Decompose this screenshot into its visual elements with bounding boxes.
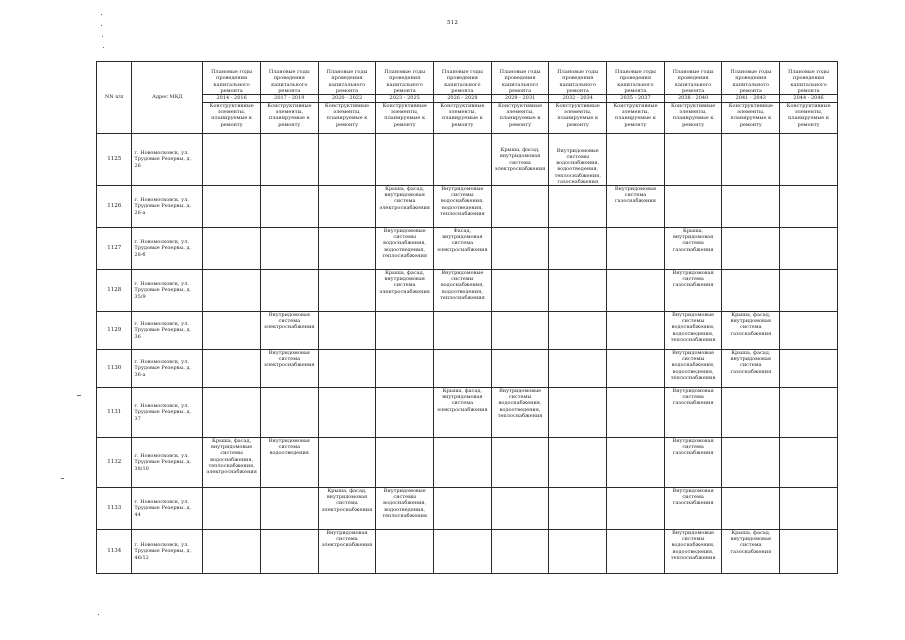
repair-cell — [434, 312, 492, 350]
period-subtitle: Конструктивные элементы, планируемые к ремонту — [434, 103, 492, 134]
repair-cell — [491, 270, 549, 312]
repair-cell — [780, 134, 838, 186]
repair-cell — [549, 488, 607, 530]
repair-cell: Внутридомовая система электроснабжения — [260, 312, 318, 350]
repair-cell — [318, 186, 376, 228]
repair-cell — [491, 350, 549, 388]
repair-cell — [780, 228, 838, 270]
repair-cell — [722, 438, 780, 488]
repair-cell — [780, 350, 838, 388]
repair-cell — [664, 186, 722, 228]
period-subtitle: Конструктивные элементы, планируемые к ремонту — [318, 103, 376, 134]
period-title: Плановые годы проведения капитального ремонта — [664, 62, 722, 95]
repair-cell — [434, 488, 492, 530]
repair-cell: Внутридомовые системы водоснабжения, водоотведения, теплоснабжения — [664, 312, 722, 350]
repair-cell — [318, 350, 376, 388]
scan-speck — [102, 36, 103, 37]
repair-cell — [203, 488, 261, 530]
repair-cell — [607, 350, 665, 388]
period-title: Плановые годы проведения капитального ремонта — [780, 62, 838, 95]
address-cell: г. Новомосковск, ул. Трудовые Резервы, д. 46/12 — [132, 530, 203, 574]
row-number: 1130 — [97, 350, 132, 388]
repair-cell: Внутридомовая система газоснабжения — [664, 488, 722, 530]
repair-cell: Внутридомовые системы водоснабжения, водоотведения, теплоснабжения — [664, 530, 722, 574]
column-header-nn: NN п/п — [97, 62, 132, 134]
table-row — [97, 438, 838, 488]
scan-speck — [101, 14, 102, 15]
period-subtitle: Конструктивные элементы, планируемые к ремонту — [549, 103, 607, 134]
period-years: 2038 - 2040 — [664, 95, 722, 103]
table-header — [97, 62, 838, 134]
repair-cell — [318, 134, 376, 186]
capital-repair-table — [96, 61, 838, 574]
repair-cell — [491, 488, 549, 530]
repair-cell — [607, 312, 665, 350]
repair-cell — [780, 388, 838, 438]
repair-cell: Внутридомовые системы водоснабжения, водоотведения, теплоснабжения — [664, 350, 722, 388]
repair-cell — [607, 228, 665, 270]
table-row — [97, 228, 838, 270]
repair-cell — [376, 530, 434, 574]
repair-cell: Крыша, фасад, внутридомовая система газоснабжения — [722, 312, 780, 350]
repair-cell — [491, 186, 549, 228]
repair-cell — [549, 228, 607, 270]
repair-cell — [780, 438, 838, 488]
repair-cell — [607, 438, 665, 488]
repair-cell — [434, 530, 492, 574]
row-number: 1129 — [97, 312, 132, 350]
table-row — [97, 530, 838, 574]
row-number: 1133 — [97, 488, 132, 530]
table-row — [97, 350, 838, 388]
period-subtitle: Конструктивные элементы, планируемые к ремонту — [491, 103, 549, 134]
repair-cell — [260, 270, 318, 312]
repair-cell — [607, 488, 665, 530]
repair-cell — [722, 270, 780, 312]
scan-speck — [77, 395, 81, 396]
repair-cell: Внутридомовые системы водоснабжения, водоотведения, теплоснабжения — [491, 388, 549, 438]
repair-cell — [722, 488, 780, 530]
repair-cell — [203, 530, 261, 574]
repair-cell: Внутридомовая система электроснабжения — [318, 530, 376, 574]
repair-cell: Крыша, фасад, внутридомовая система электроснабжения — [434, 388, 492, 438]
repair-cell — [607, 270, 665, 312]
repair-cell — [203, 388, 261, 438]
page-number: 512 — [446, 20, 459, 26]
repair-cell — [376, 388, 434, 438]
repair-cell: Крыша, фасад, внутридомовая система электроснабжения — [318, 488, 376, 530]
header-row-years — [97, 95, 838, 103]
period-years: 2023 - 2025 — [376, 95, 434, 103]
repair-cell — [780, 488, 838, 530]
column-header-address: Адрес МКД — [132, 62, 203, 134]
period-years: 2026 - 2028 — [434, 95, 492, 103]
repair-cell — [376, 350, 434, 388]
repair-cell — [549, 186, 607, 228]
repair-cell — [607, 134, 665, 186]
repair-cell — [318, 312, 376, 350]
repair-cell: Внутридомовая система газоснабжения — [664, 270, 722, 312]
repair-cell — [318, 228, 376, 270]
repair-cell — [203, 186, 261, 228]
repair-cell — [260, 186, 318, 228]
repair-cell: Крыша, фасад, внутридомовая система газоснабжения — [722, 530, 780, 574]
repair-cell — [549, 270, 607, 312]
repair-cell: Внутридомовая система электроснабжения — [260, 350, 318, 388]
repair-cell: Крыша, фасад, внутридомовая система электроснабжения — [491, 134, 549, 186]
scan-speck — [101, 25, 102, 26]
period-subtitle: Конструктивные элементы, планируемые к ремонту — [260, 103, 318, 134]
repair-cell: Внутридомовые системы водоснабжения, водоотведения, теплоснабжения — [376, 228, 434, 270]
period-title: Плановые годы проведения капитального ремонта — [722, 62, 780, 95]
repair-cell: Крыша, внутридомовая система газоснабжения — [664, 228, 722, 270]
repair-cell — [491, 438, 549, 488]
repair-cell: Внутридомовая система газоснабжения — [664, 438, 722, 488]
table-row — [97, 488, 838, 530]
repair-cell — [549, 350, 607, 388]
row-number: 1128 — [97, 270, 132, 312]
repair-cell — [607, 388, 665, 438]
table-row — [97, 388, 838, 438]
address-cell: г. Новомосковск, ул. Трудовые Резервы, д. 38/10 — [132, 438, 203, 488]
address-cell: г. Новомосковск, ул. Трудовые Резервы, д. 36 — [132, 312, 203, 350]
table-row — [97, 134, 838, 186]
period-title: Плановые годы проведения капитального ремонта — [434, 62, 492, 95]
row-number: 1131 — [97, 388, 132, 438]
repair-cell — [260, 530, 318, 574]
repair-cell — [434, 350, 492, 388]
table-row — [97, 270, 838, 312]
repair-cell: Крыша, фасад, внутридомовая система газоснабжения — [722, 350, 780, 388]
row-number: 1127 — [97, 228, 132, 270]
period-years: 2041 - 2043 — [722, 95, 780, 103]
address-cell: г. Новомосковск, ул. Трудовые Резервы, д. 37 — [132, 388, 203, 438]
repair-cell — [722, 134, 780, 186]
period-years: 2032 - 2034 — [549, 95, 607, 103]
period-subtitle: Конструктивные элементы, планируемые к ремонту — [376, 103, 434, 134]
repair-cell — [260, 228, 318, 270]
repair-cell — [203, 228, 261, 270]
repair-cell: Крыша, фасад, внутридомовая система электроснабжения — [376, 270, 434, 312]
period-subtitle: Конструктивные элементы, планируемые к ремонту — [203, 103, 261, 134]
repair-cell — [491, 530, 549, 574]
repair-cell — [491, 228, 549, 270]
period-years: 2029 - 2031 — [491, 95, 549, 103]
scan-speck — [98, 614, 99, 615]
table-row — [97, 312, 838, 350]
repair-cell — [664, 134, 722, 186]
repair-cell — [203, 134, 261, 186]
repair-cell — [549, 312, 607, 350]
address-cell: г. Новомосковск, ул. Трудовые Резервы, д. 26 — [132, 134, 203, 186]
period-subtitle: Конструктивные элементы, планируемые к ремонту — [607, 103, 665, 134]
repair-cell: Внутридомовая система газоснабжения — [664, 388, 722, 438]
repair-cell — [318, 270, 376, 312]
row-number: 1132 — [97, 438, 132, 488]
address-cell: г. Новомосковск, ул. Трудовые Резервы, д. 26-а — [132, 186, 203, 228]
repair-cell: Фасад, внутридомовая система электроснабжения — [434, 228, 492, 270]
repair-cell — [549, 530, 607, 574]
period-subtitle: Конструктивные элементы, планируемые к ремонту — [780, 103, 838, 134]
period-years: 2017 - 2019 — [260, 95, 318, 103]
period-title: Плановые годы проведения капитального ремонта — [491, 62, 549, 95]
repair-cell — [203, 270, 261, 312]
repair-cell — [780, 186, 838, 228]
repair-cell — [434, 134, 492, 186]
period-years: 2044 - 2046 — [780, 95, 838, 103]
repair-cell — [780, 270, 838, 312]
repair-cell — [376, 312, 434, 350]
repair-cell — [722, 388, 780, 438]
repair-cell — [607, 530, 665, 574]
repair-cell — [376, 134, 434, 186]
repair-cell — [722, 186, 780, 228]
period-years: 2014 - 2016 — [203, 95, 261, 103]
period-years: 2035 - 2037 — [607, 95, 665, 103]
repair-cell — [549, 388, 607, 438]
repair-cell: Крыша, фасад, внутридомовые системы водоснабжения, теплоснабжения, электроснабжения — [203, 438, 261, 488]
header-row-titles — [97, 62, 838, 95]
repair-cell — [434, 438, 492, 488]
repair-cell — [260, 388, 318, 438]
period-title: Плановые годы проведения капитального ремонта — [318, 62, 376, 95]
table-row — [97, 186, 838, 228]
repair-cell — [318, 438, 376, 488]
repair-cell — [376, 438, 434, 488]
period-subtitle: Конструктивные элементы, планируемые к ремонту — [664, 103, 722, 134]
period-title: Плановые годы проведения капитального ремонта — [203, 62, 261, 95]
period-title: Плановые годы проведения капитального ремонта — [549, 62, 607, 95]
table-body — [97, 134, 838, 574]
repair-cell — [260, 134, 318, 186]
repair-cell: Внутридомовые системы водоснабжения, водоотведения, теплоснабжения — [434, 270, 492, 312]
repair-cell: Внутридомовые системы водоснабжения, водоотведения, теплоснабжения, газоснабжения — [549, 134, 607, 186]
scan-speck — [103, 47, 104, 48]
repair-cell: Крыша, фасад, внутридомовая система электроснабжения — [376, 186, 434, 228]
row-number: 1134 — [97, 530, 132, 574]
repair-cell: Внутридомовые системы водоснабжения, водоотведения, теплоснабжения — [376, 488, 434, 530]
repair-cell — [549, 438, 607, 488]
repair-cell — [203, 312, 261, 350]
address-cell: г. Новомосковск, ул. Трудовые Резервы, д. 44 — [132, 488, 203, 530]
repair-cell — [491, 312, 549, 350]
address-cell: г. Новомосковск, ул. Трудовые Резервы, д. 35/9 — [132, 270, 203, 312]
row-number: 1126 — [97, 186, 132, 228]
address-cell: г. Новомосковск, ул. Трудовые Резервы, д. 28-б — [132, 228, 203, 270]
address-cell: г. Новомосковск, ул. Трудовые Резервы, д. 36-а — [132, 350, 203, 388]
repair-cell — [780, 530, 838, 574]
scan-speck — [61, 478, 64, 479]
period-title: Плановые годы проведения капитального ремонта — [607, 62, 665, 95]
repair-cell — [260, 488, 318, 530]
repair-cell: Внутридомовая система газоснабжения — [607, 186, 665, 228]
period-title: Плановые годы проведения капитального ремонта — [376, 62, 434, 95]
period-subtitle: Конструктивные элементы, планируемые к ремонту — [722, 103, 780, 134]
period-title: Плановые годы проведения капитального ремонта — [260, 62, 318, 95]
period-years: 2020 - 2022 — [318, 95, 376, 103]
row-number: 1125 — [97, 134, 132, 186]
repair-cell: Внутридомовые системы водоснабжения, водоотведения, теплоснабжения — [434, 186, 492, 228]
repair-cell — [722, 228, 780, 270]
repair-cell — [318, 388, 376, 438]
repair-cell — [780, 312, 838, 350]
repair-cell: Внутридомовая система водоотведения — [260, 438, 318, 488]
header-row-subtitles — [97, 103, 838, 134]
repair-cell — [203, 350, 261, 388]
